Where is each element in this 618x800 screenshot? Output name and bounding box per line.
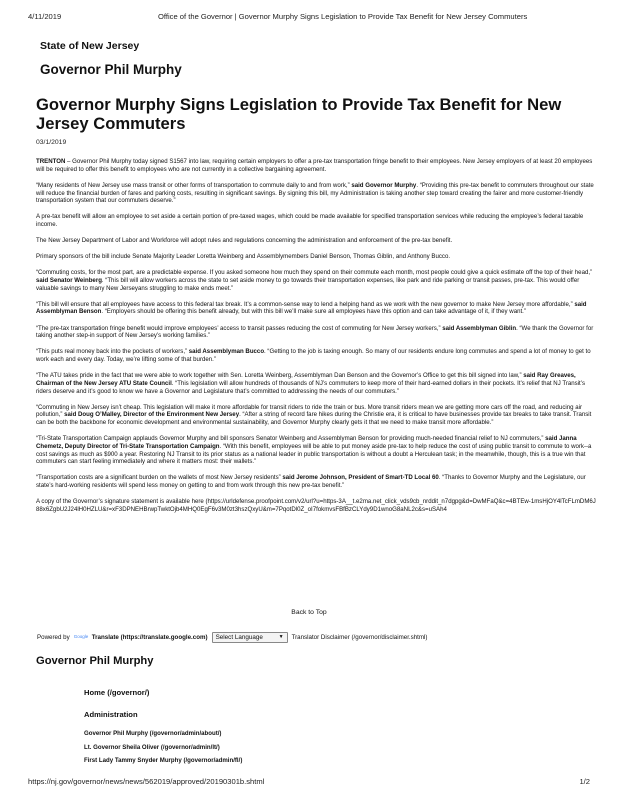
print-footer (28, 777, 590, 789)
speaker-attribution: said Jerome Johnson, President of Smart-TD Local 60 (282, 474, 439, 482)
speaker-attribution: said Senator Weinberg (36, 276, 102, 284)
print-page-number: 1/2 (579, 777, 590, 786)
governor-site-title[interactable]: Governor Phil Murphy (40, 62, 182, 77)
paragraph-text: “This bill will ensure that all employees have access to this federal tax break. It’s a common-sense way to lend a helping hand as we work with the new governor to make New Jersey more affordable,” (36, 300, 575, 308)
print-date: 4/11/2019 (28, 12, 62, 21)
paragraph-text: “This puts real money back into the pockets of workers,” (36, 348, 189, 356)
print-url: https://nj.gov/governor/news/news/562019/approved/20190301b.shtml (28, 777, 265, 786)
article-paragraph (36, 269, 598, 292)
print-page-title: Office of the Governor | Governor Murphy Signs Legislation to Provide Tax Benefit for New Jersey Commuters (158, 12, 528, 21)
speaker-attribution: said Assemblyman Benson (36, 300, 587, 316)
translate-bar (37, 631, 428, 643)
speaker-attribution: said Ray Greaves, Chairman of the New Jersey ATU State Council (36, 372, 576, 387)
paragraph-text: “The pre-tax transportation fringe benefit would improve employees’ access to transit passes reducing the cost of commuting for New Jersey workers,” (36, 324, 443, 332)
footer-administration-heading: Administration (84, 710, 138, 719)
paragraph-text: . “Employers should be offering this benefit already, but with this bill we’ll make sure all employees have this option and can take advantage of it, if they want.” (101, 308, 526, 316)
paragraph-text: “Commuting in New Jersey isn’t cheap. This legislation will make it more affordable for transit riders to ride the train or bus. More transit riders mean we are getting more cars off the road, and reducing air pollution,” (36, 403, 582, 419)
article-paragraph (36, 213, 598, 228)
back-to-top-link[interactable]: Back to Top (291, 609, 327, 616)
article-paragraph (36, 237, 598, 245)
paragraph-text: . “This bill will allow workers across the state to set aside money to go towards their transportation expenses, like park and ride parking or transit passes, pre-tax. This would offer valuable savings to many New Jerseyans struggling to make ends meet.” (36, 276, 580, 292)
article-date: 03/1/2019 (36, 139, 67, 146)
paragraph-text: “Tri-State Transportation Campaign applauds Governor Murphy and bill sponsors Senator Weinberg and Assemblyman Benson for providing much-needed financial relief to NJ commuters,” (36, 435, 546, 443)
chevron-down-icon: ▼ (278, 634, 284, 640)
footer-link-first-lady[interactable]: First Lady Tammy Snyder Murphy (/governor/admin/fl/) (84, 757, 243, 764)
paragraph-text: Primary sponsors of the bill include Senate Majority Leader Loretta Weinberg and Assemblymembers Daniel Benson, Thomas Giblin, and Anthony Bucco. (36, 253, 451, 261)
paragraph-text: . “This legislation will allow hundreds of thousands of NJ’s commuters to keep more of their hard-earned dollars in their pockets. It’s relief that NJ Transit’s riders deserve and it’s good to know we have a Governor and Legislature that’s committed to addressing the needs of our commuters.” (36, 379, 586, 395)
paragraph-text: “Many residents of New Jersey use mass transit or other forms of transportation to commute daily to and from work,” (36, 181, 352, 189)
paragraph-text: . “We thank the Governor for taking another step-in support of New Jersey’s working families.” (36, 324, 594, 340)
translator-disclaimer-link[interactable]: Translator Disclaimer (/governor/disclaimer.shtml) (291, 633, 428, 641)
speaker-attribution: said Assemblyman Giblin (442, 324, 517, 332)
article-paragraph (36, 372, 598, 395)
paragraph-text: . “Providing this pre-tax benefit to commuters throughout our state will reduce the financial burden of fares and parking costs, resulting in significant savings. By signing this bill, my Administration is taking another step toward creating the fairer and more customer-friendly transportation system that our commuters deserve.” (36, 181, 594, 205)
footer-admin-links (84, 730, 242, 771)
state-of-new-jersey-link[interactable]: State of New Jersey (40, 40, 140, 52)
article-headline: Governor Murphy Signs Legislation to Provide Tax Benefit for New Jersey Commuters (36, 95, 562, 133)
article-body (36, 158, 598, 522)
article-paragraph (36, 301, 598, 316)
paragraph-text: “The ATU takes pride in the fact that we were able to work together with Sen. Loretta Weinberg, Assemblyman Dan Benson and the Governor’s Office to get this bill signed into law,” (36, 372, 524, 380)
article-paragraphs (36, 158, 598, 490)
article-paragraph (36, 404, 598, 427)
translate-link[interactable]: Translate (https://translate.google.com) (91, 633, 208, 641)
speaker-attribution: said Janna Chemetz, Deputy Director of Tri-State Transportation Campaign (36, 435, 577, 450)
speaker-attribution: said Governor Murphy (351, 181, 417, 189)
footer-link-lt-governor[interactable]: Lt. Governor Sheila Oliver (/governor/admin/lt/) (84, 743, 220, 751)
powered-by-label: Powered by (37, 633, 70, 641)
paragraph-text: . “Getting to the job is taxing enough. So many of our residents endure long commutes and spend a lot of money to get to work each and every day. Today, we’re lifting some of that burden.” (36, 348, 591, 364)
footer-home-link[interactable]: Home (/governor/) (84, 688, 150, 697)
article-paragraph (36, 435, 598, 466)
paragraph-text: – Governor Phil Murphy today signed S1567 into law, requiring certain employers to offer a pre-tax transportation fringe benefit to their employees. New Jersey employers of at least 20 employees will be required to offer this benefit to employees who are not currently in a collective bargaining agreement. (36, 158, 593, 173)
speaker-attribution: said Doug O’Malley, Director of the Environment New Jersey (64, 411, 240, 419)
google-logo-icon: Google (73, 634, 89, 639)
footer-governor-title[interactable]: Governor Phil Murphy (36, 655, 154, 667)
speaker-attribution: said Assemblyman Bucco (188, 348, 265, 356)
signature-statement-link[interactable]: A copy of the Governor’s signature statement is available here (https://urldefense.proofpoint.com/v2/url?u=https-3A__t.e2ma.net_click_vds9cb_nrddit_n7dgpg&d=DwMFaQ&c=4BTEw-1msHjOY4lTcFLmDM6J88x6ZgbU2J24lH0HZLU&r=xF3DPNEHBrwpTwktOjb4MHQ0EgF6v3M0zt3hszQxyU&m=7PqotDl0Z_oI7fokmvsFBfBzCLYdy9D1wnoG8aNL2c&s=uSAh4 (36, 498, 596, 513)
article-paragraph (36, 474, 598, 489)
language-select[interactable] (212, 632, 288, 643)
article-paragraph (36, 348, 598, 363)
article-paragraph (36, 182, 598, 205)
footer-link-governor[interactable]: Governor Phil Murphy (/governor/admin/about/) (84, 730, 222, 737)
paragraph-text: . “Thanks to Governor Murphy and the Legislature, our state’s hard-working residents will spend less money on getting to and from work through this new pre-tax benefit.” (36, 474, 586, 490)
paragraph-text: A pre-tax benefit will allow an employee to set aside a certain portion of pre-taxed wages, which could be made available for specified transportation services while reducing the employee’s federal taxable income. (36, 213, 584, 228)
print-header (28, 12, 590, 26)
paragraph-text: . “With this benefit, employees will be able to put money aside pre-tax to help reduce the cost of using public transit to commute to work--a cost savings as much as $900 a year. Restoring NJ Transit to its prior status as a national leader in public transportation is without a doubt a Herculean task; in the meanwhile, though, this is a true win that commuters can start feeling immediately and where it matters most: their wallets.” (36, 442, 592, 466)
article-paragraph (36, 253, 598, 261)
paragraph-text: . “After a string of record fare hikes during the Christie era, it is critical to have businesses provide tax breaks to take transit. Transit can be both the backbone for economic development and environmental sustainability, and Governor Murphy clearly gets it that we need to make transit more affordable.” (36, 411, 592, 427)
paragraph-text: “Commuting costs, for the most part, are a predictable expense. If you asked someone how much they spend on their commute each month, most people could give a quick estimate off the top of their head,” (36, 269, 593, 277)
speaker-attribution: TRENTON (36, 158, 66, 165)
paragraph-text: “Transportation costs are a significant burden on the wallets of most New Jersey residents” (36, 474, 283, 482)
paragraph-text: The New Jersey Department of Labor and Workforce will adopt rules and regulations concerning the administration and enforcement of the pre-tax benefit. (36, 237, 453, 245)
article-paragraph (36, 325, 598, 340)
article-paragraph (36, 158, 598, 173)
language-select-value: Select Language (215, 633, 263, 641)
